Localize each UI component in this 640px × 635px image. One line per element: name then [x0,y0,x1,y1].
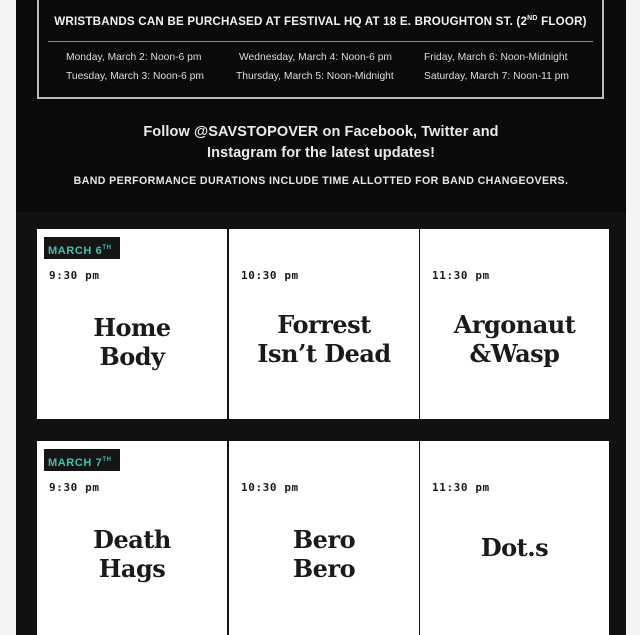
hours-tuesday: Tuesday, March 3: Noon-6 pm [66,71,204,82]
band-name: Dot.s [480,533,549,562]
show-cell [37,441,227,635]
duration-note: BAND PERFORMANCE DURATIONS INCLUDE TIME ALLOTTED FOR BAND CHANGEOVERS. [73,175,569,187]
band-name: Death Hags [93,525,171,583]
show-time: 9:30 pm [49,269,100,282]
wristband-heading-end: FLOOR) [537,15,587,28]
show-cell [229,229,419,419]
show-time: 9:30 pm [49,481,100,494]
band-name: Argonaut &Wasp [453,310,576,368]
show-cell [229,441,419,635]
hours-thursday: Thursday, March 5: Noon-Midnight [236,71,394,82]
date-label: MARCH 7 [48,457,103,469]
follow-line-2: Instagram for the latest updates! [206,145,436,161]
wristband-heading-text: WRISTBANDS CAN BE PURCHASED AT FESTIVAL HQ AT 18 E. BROUGHTON ST. (2 [54,15,528,28]
date-label: MARCH 6 [48,245,103,257]
show-cell [37,229,227,419]
band-name: Home Body [93,313,171,371]
hours-friday: Friday, March 6: Noon-Midnight [424,52,568,63]
date-suffix: TH [102,457,112,463]
hours-wednesday: Wednesday, March 4: Noon-6 pm [239,52,392,63]
wristband-heading-superscript: ND [527,15,538,22]
social-follow-text [16,122,626,164]
hours-saturday: Saturday, March 7: Noon-11 pm [424,71,569,82]
band-name: Bero Bero [292,525,356,583]
show-time: 11:30 pm [432,481,490,494]
date-suffix: TH [102,245,112,251]
divider [48,41,593,42]
show-time: 10:30 pm [241,481,299,494]
show-time: 11:30 pm [432,269,490,282]
show-cell [420,441,609,635]
wristband-info-box [37,0,604,99]
band-name: Forrest Isn’t Dead [257,310,391,368]
date-badge [44,237,120,259]
follow-line-1: Follow @SAVSTOPOVER on Facebook, Twitter and [143,124,499,140]
wristband-heading [39,15,602,28]
page-margin-right [626,0,640,635]
date-badge [44,449,120,471]
show-cell [420,229,609,419]
page-margin-left [0,0,16,635]
hours-monday: Monday, March 2: Noon-6 pm [66,52,202,63]
show-time: 10:30 pm [241,269,299,282]
